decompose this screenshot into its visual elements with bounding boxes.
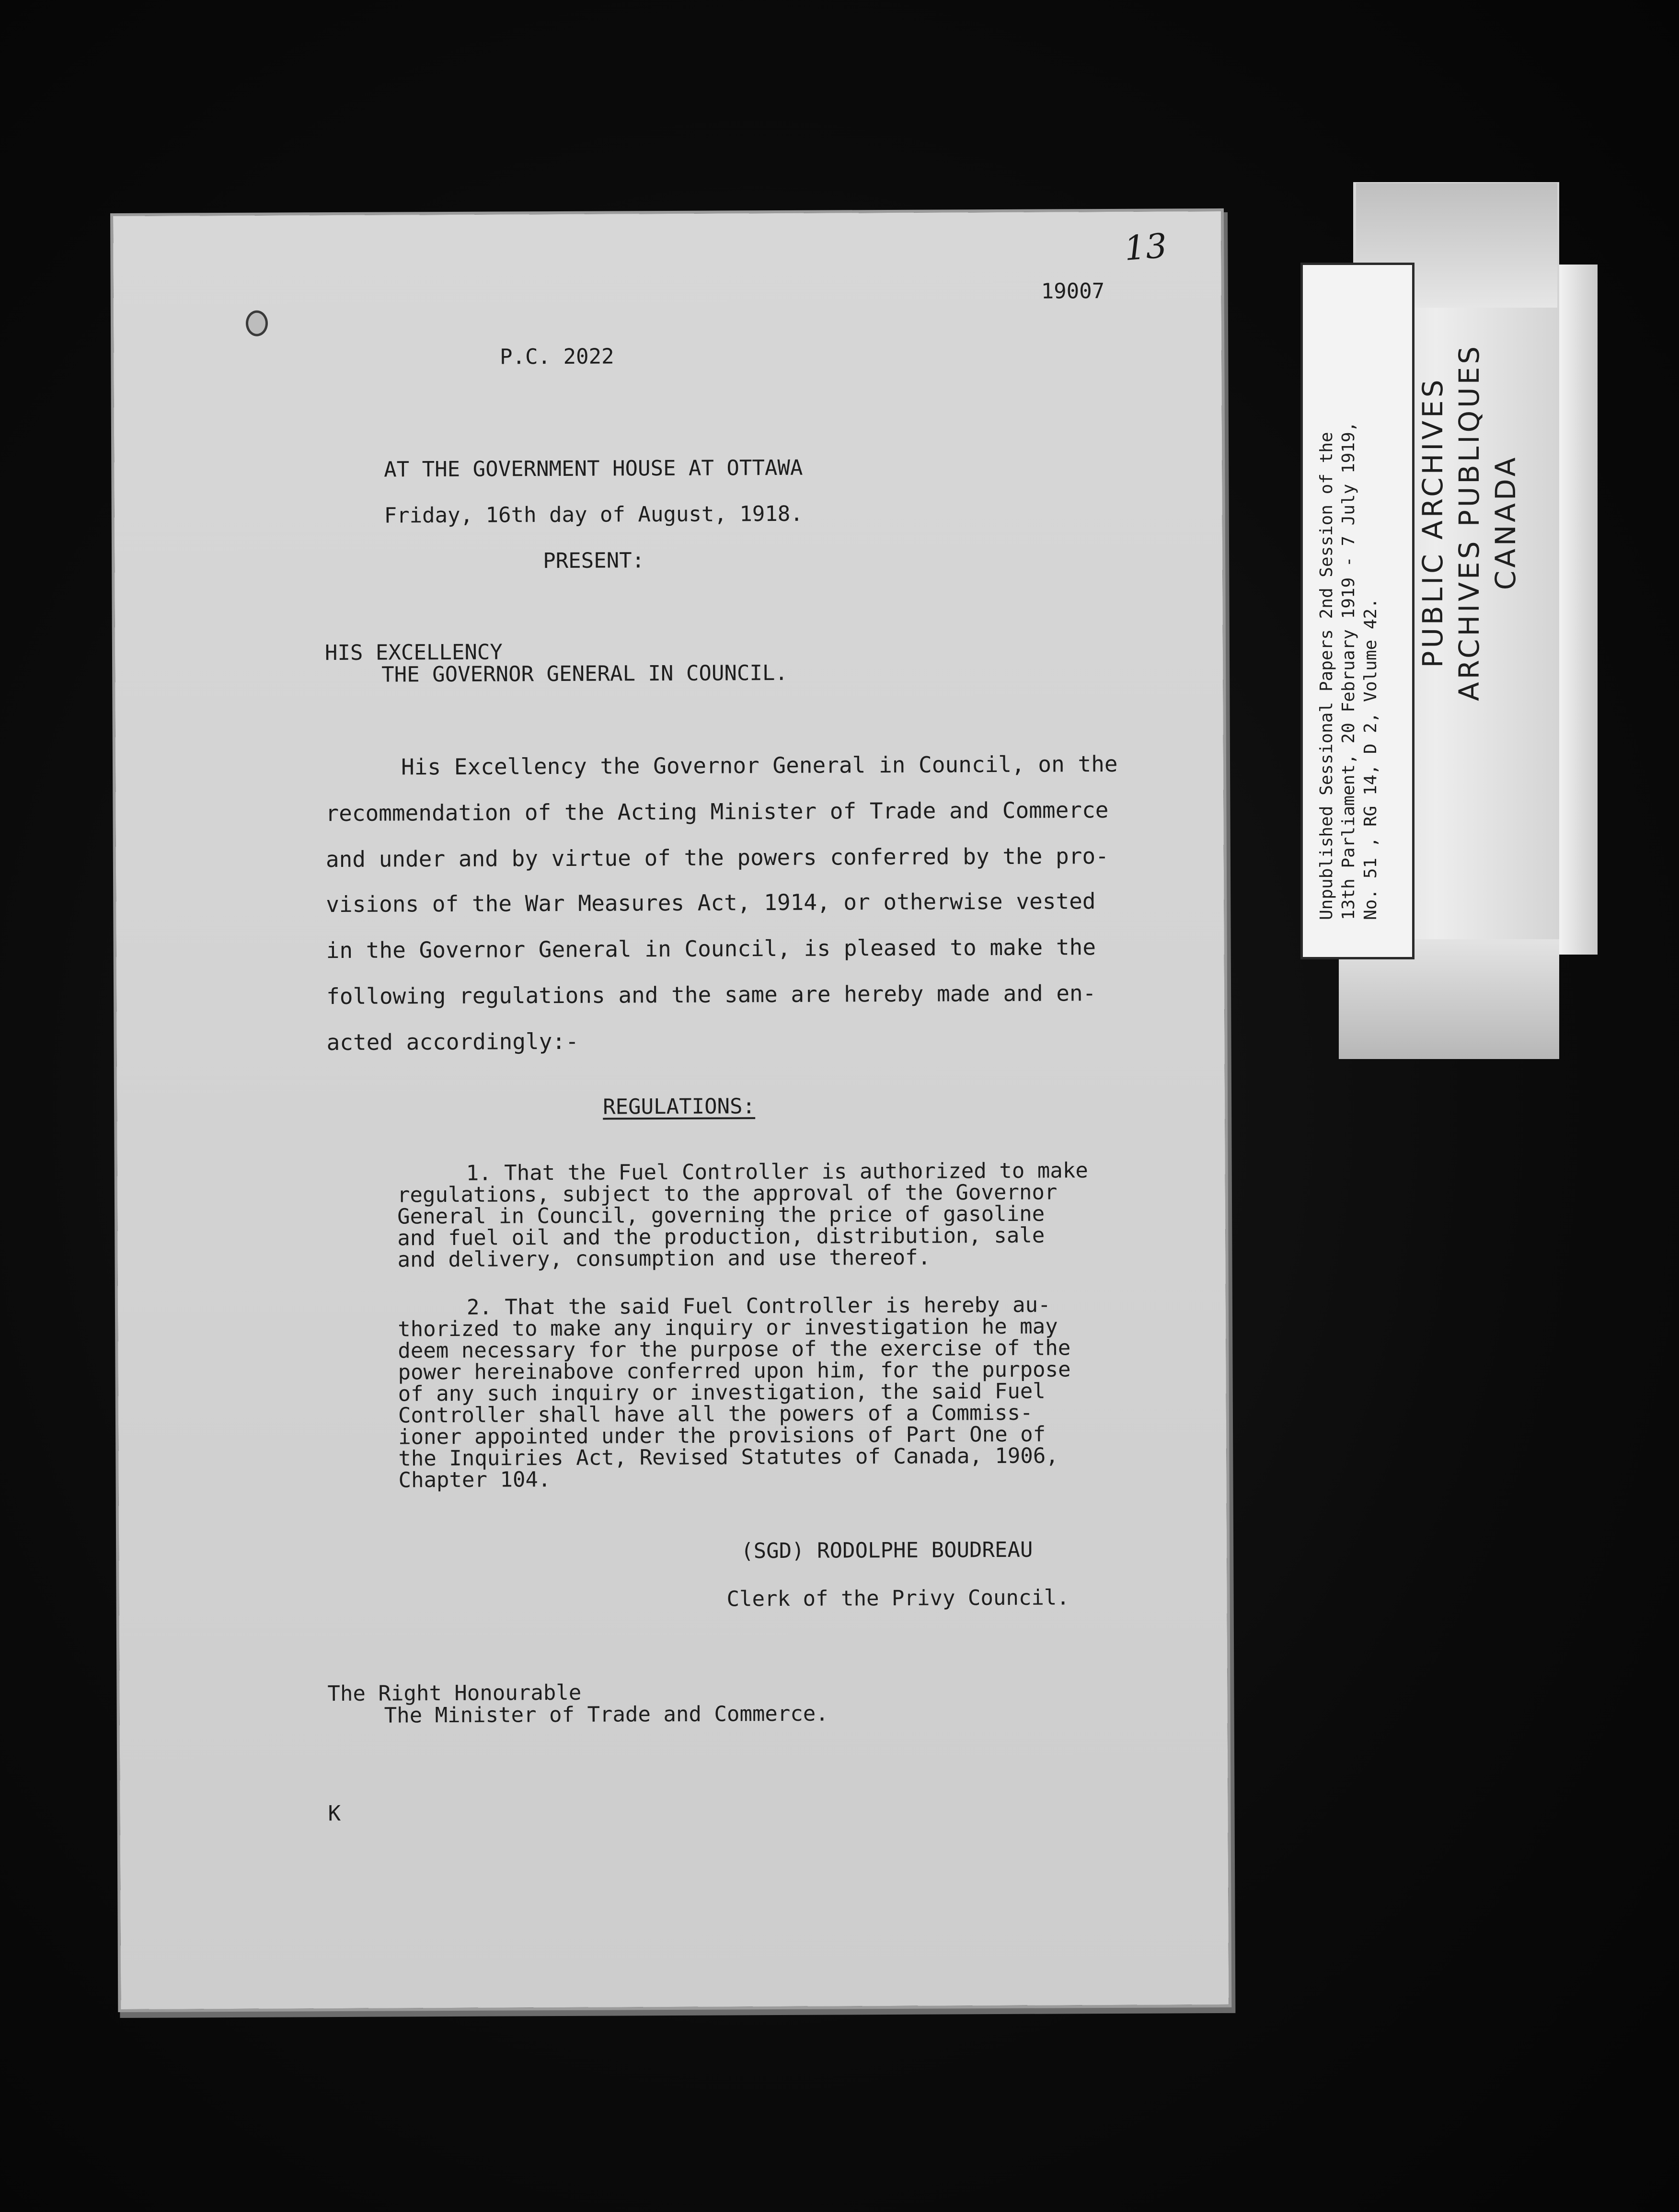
punch-hole <box>246 311 268 336</box>
signature-title: Clerk of the Privy Council. <box>726 1585 1070 1612</box>
citation-line-1: Unpublished Sessional Papers 2nd Session of the <box>1317 432 1336 920</box>
archive-stamp <box>1414 235 1524 810</box>
typist-initial: K <box>328 1801 341 1826</box>
body-line: acted accordingly:- <box>326 1028 579 1056</box>
document-sheet <box>113 211 1229 2009</box>
stamp-line-2: ARCHIVES PUBLIQUES <box>1453 343 1485 702</box>
regulation-line: power hereinabove conferred upon him, for the purpose <box>398 1357 1071 1385</box>
regulation-line: and fuel oil and the production, distribution, sale <box>397 1223 1045 1251</box>
present-heading: PRESENT: <box>543 548 645 574</box>
regulation-line: 1. That the Fuel Controller is authorized to make <box>466 1158 1088 1186</box>
regulation-line: 2. That the said Fuel Controller is hereby au- <box>466 1292 1051 1320</box>
citation-text <box>1316 249 1382 920</box>
regulation-line: of any such inquiry or investigation, the said Fuel <box>398 1379 1046 1406</box>
regulation-line: Controller shall have all the powers of a Commiss- <box>398 1400 1033 1428</box>
body-line: His Excellency the Governor General in Council, on the <box>401 750 1118 780</box>
date-line: Friday, 16th day of August, 1918. <box>384 501 803 528</box>
regulation-line: thorized to make any inquiry or investigation he may <box>398 1314 1058 1342</box>
stamp-line-1: PUBLIC ARCHIVES <box>1416 377 1449 668</box>
handwritten-page-number: 13 <box>1123 226 1169 268</box>
regulation-line: regulations, subject to the approval of the Governor <box>397 1180 1058 1208</box>
regulations-heading: REGULATIONS: <box>603 1094 756 1119</box>
regulation-line: the Inquiries Act, Revised Statutes of Canada, 1906, <box>398 1443 1058 1471</box>
regulation-line: General in Council, governing the price of gasoline <box>397 1201 1045 1229</box>
body-line: recommendation of the Acting Minister of Trade and Commerce <box>325 796 1109 827</box>
recipient-line-1: The Right Honourable <box>327 1680 582 1706</box>
body-line: in the Governor General in Council, is pleased to make the <box>326 934 1096 964</box>
location-heading: AT THE GOVERNMENT HOUSE AT OTTAWA <box>384 455 803 482</box>
body-line: visions of the War Measures Act, 1914, or otherwise vested <box>326 888 1096 918</box>
body-line: following regulations and the same are hereby made and en- <box>326 980 1096 1010</box>
addressee-line-1: HIS EXCELLENCY <box>324 640 503 666</box>
archive-strip-edge <box>1559 265 1598 955</box>
order-number: P.C. 2022 <box>499 344 614 369</box>
citation-line-2: 13th Parliament, 20 February 1919 - 7 July 1919, <box>1339 421 1358 920</box>
regulation-line: Chapter 104. <box>398 1467 551 1493</box>
regulation-line: deem necessary for the purpose of the exercise of the <box>398 1336 1071 1363</box>
file-number: 19007 <box>1041 279 1105 304</box>
regulation-line: ioner appointed under the provisions of Part One of <box>398 1422 1046 1450</box>
addressee-line-2: THE GOVERNOR GENERAL IN COUNCIL. <box>381 660 788 687</box>
citation-line-3: No. 51 , RG 14, D 2, Volume 42. <box>1361 598 1380 920</box>
stamp-line-3: CANADA <box>1489 454 1522 590</box>
body-line: and under and by virtue of the powers conferred by the pro- <box>325 842 1109 873</box>
recipient-line-2: The Minister of Trade and Commerce. <box>384 1701 828 1728</box>
signature: (SGD) RODOLPHE BOUDREAU <box>741 1537 1033 1564</box>
regulation-line: and delivery, consumption and use thereof. <box>397 1245 931 1272</box>
